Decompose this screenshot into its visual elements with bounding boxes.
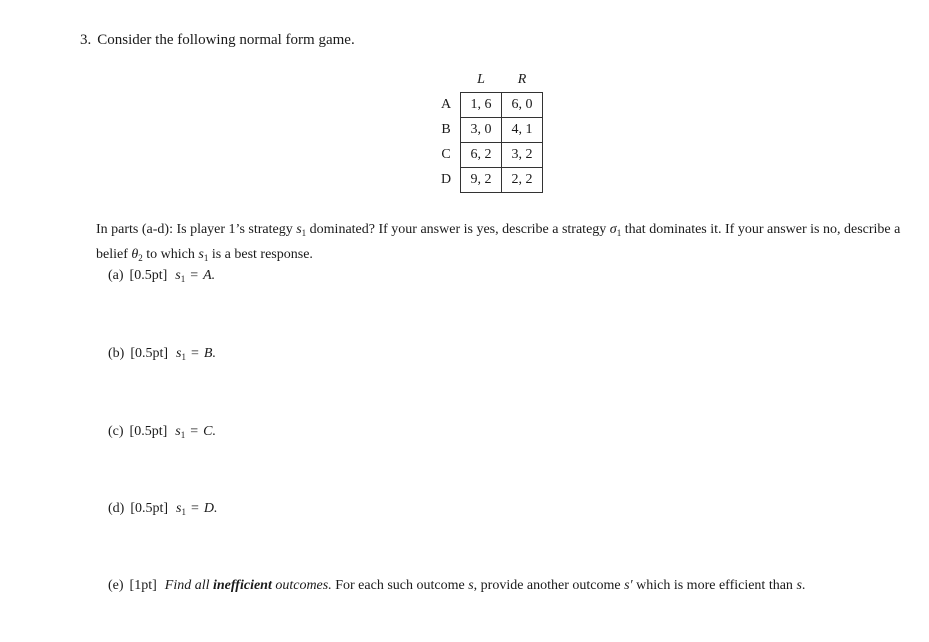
table-cell: 9, 2 <box>461 167 502 192</box>
part-c: (c) [0.5pt] $s_1 = C$. <box>108 424 216 440</box>
table-cell: 6, 0 <box>502 92 543 117</box>
question-number: 3. <box>80 32 92 48</box>
table-row <box>434 142 543 167</box>
row-label-c: C <box>441 146 451 162</box>
row-label-a: A <box>440 96 452 112</box>
table-cell: 3, 0 <box>461 117 502 142</box>
table-row <box>434 92 543 117</box>
part-d: (d) [0.5pt] $s_1 = D$. <box>108 501 218 517</box>
payoff-table <box>434 68 543 193</box>
table-cell: 6, 2 <box>461 142 502 167</box>
table-row <box>434 167 543 192</box>
table-row <box>434 117 543 142</box>
part-b: (b) [0.5pt] $s_1 = B$. <box>108 346 216 362</box>
table-cell: 2, 2 <box>502 167 543 192</box>
table-cell: 1, 6 <box>461 92 502 117</box>
table-header-row <box>434 68 543 92</box>
col-label-r: R <box>517 71 527 87</box>
question-title <box>80 32 355 49</box>
table-cell: 3, 2 <box>502 142 543 167</box>
table-cell: 4, 1 <box>502 117 543 142</box>
part-e: (e) [1pt] Find all inefficient outcomes. For each such outcome s, provide another outcome s′ which is more efficient than s. <box>108 578 806 593</box>
part-a: (a) [0.5pt] $s_1 = A$. <box>108 268 216 284</box>
question-text: Consider the following normal form game. <box>97 32 355 48</box>
row-label-d: D <box>440 171 452 187</box>
intro-paragraph: In parts (a-d): Is player 1’s strategy $s_1$ dominated? If your answer is yes, describe a strategy $\sigma_1$ that dominates it. If your answer is no, describe a belief $\theta_2$ to which $s_1$ is a best response. <box>96 222 901 263</box>
col-label-l: L <box>477 71 485 87</box>
row-label-b: B <box>441 121 451 137</box>
